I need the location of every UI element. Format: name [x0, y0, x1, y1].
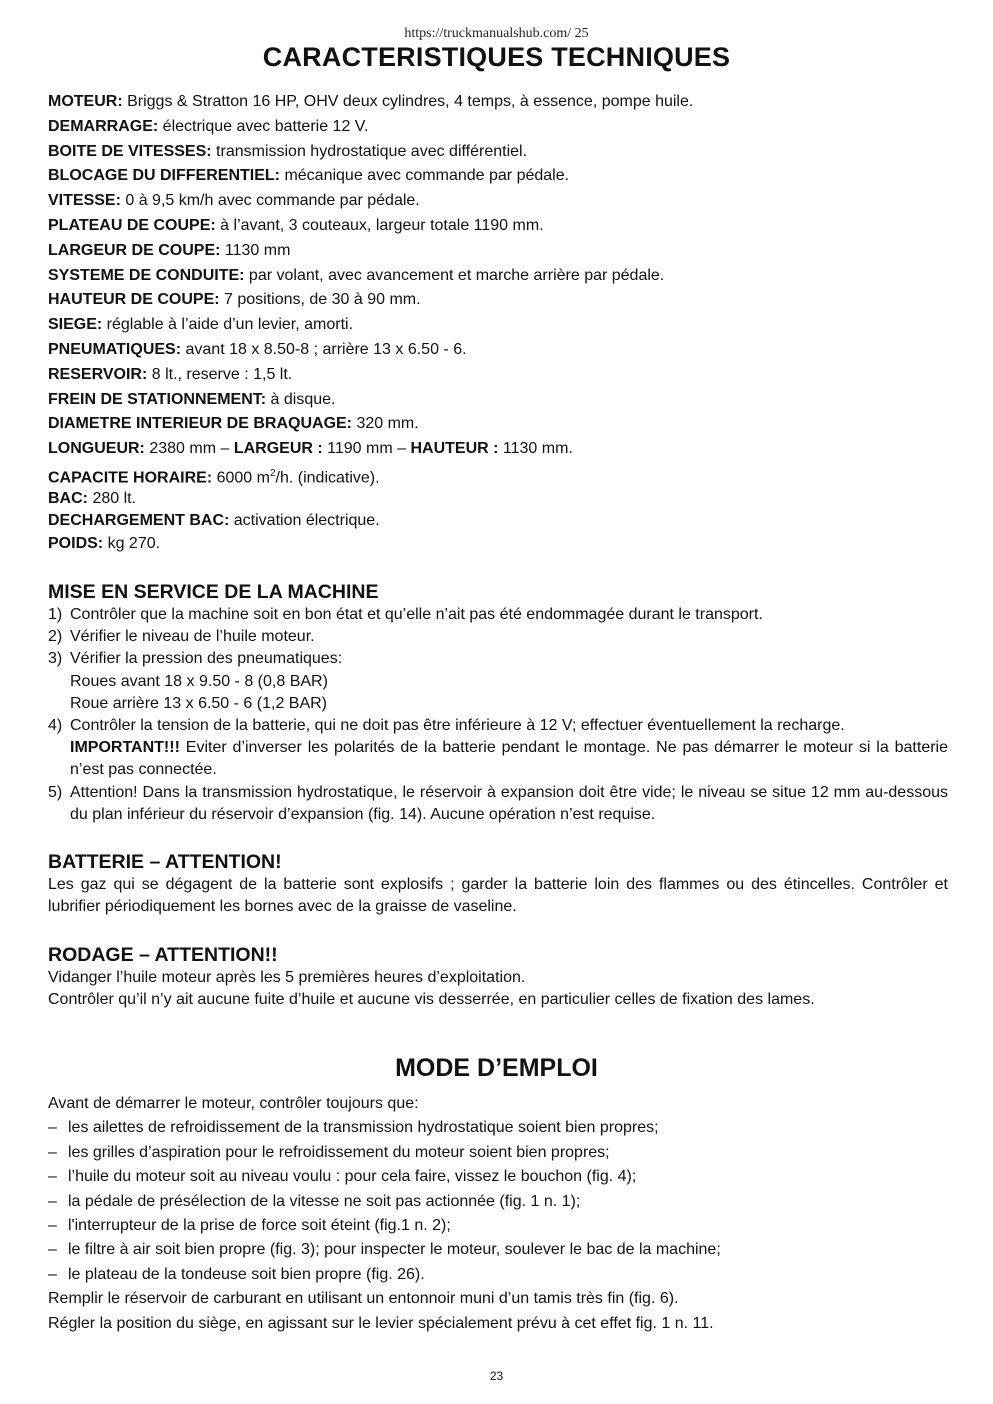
spec-label: SIEGE: [48, 316, 103, 334]
spec-value: /h. (indicative). [275, 469, 380, 487]
spec-label: RESERVOIR: [48, 365, 148, 383]
spec-value: 1130 mm. [498, 440, 573, 458]
dash-bullet: – [48, 1119, 57, 1137]
spec-label: HAUTEUR : [410, 440, 499, 458]
spec-value: avant 18 x 8.50-8 ; arrière 13 x 6.50 - 6. [181, 340, 467, 358]
spec-item [48, 266, 948, 291]
ordered-list [48, 604, 948, 826]
spec-item [48, 511, 948, 533]
check-item [48, 1216, 948, 1240]
page-title: CARACTERISTIQUES TECHNIQUES [262, 42, 731, 72]
list-item [48, 604, 948, 626]
check-item [48, 1265, 948, 1289]
spec-value: 280 lt. [88, 489, 137, 507]
spec-value: 7 positions, de 30 à 90 mm. [219, 291, 421, 309]
section-heading: MISE EN SERVICE DE LA MACHINE [48, 581, 379, 603]
spec-value: 6000 m [212, 469, 270, 487]
spec-item [48, 166, 948, 191]
spec-label: CAPACITE HORAIRE: [48, 469, 213, 487]
dash-bullet: – [48, 1265, 57, 1283]
list-number: 2) [48, 628, 63, 646]
outro-text: Remplir le réservoir de carburant en utilisant un entonnoir muni d’un tamis très fin (fig. 6). [48, 1290, 679, 1308]
spec-value: à disque. [266, 390, 336, 408]
spec-label: DEMARRAGE: [48, 117, 159, 135]
mise-en-service-section [48, 580, 948, 826]
intro-text: Avant de démarrer le moteur, contrôler toujours que: [48, 1095, 419, 1112]
spec-value: 320 mm. [352, 415, 419, 433]
spec-value: 2380 mm – [144, 440, 234, 458]
paragraph: Les gaz qui se dégagent de la batterie sont explosifs ; garder la batterie loin des flammes ou des étincelles. Contrôler et lubrifier périodiquement les bornes avec de la graisse de vaseline. [48, 876, 948, 916]
list-text: Eviter d’inverser les polarités de la batterie pendant le montage. Ne pas démarrer le moteur si la batterie n’est pas connectée. [70, 739, 948, 779]
spec-label: LARGEUR DE COUPE: [48, 241, 221, 259]
spec-item [48, 216, 948, 241]
list-subtext: Roue arrière 13 x 6.50 - 6 (1,2 BAR) [70, 694, 328, 712]
spec-label: LARGEUR : [233, 440, 323, 458]
list-number: 4) [48, 717, 63, 735]
spec-item [48, 365, 948, 390]
list-number: 3) [48, 650, 63, 668]
check-item [48, 1192, 948, 1216]
spec-label: MOTEUR: [48, 93, 123, 110]
check-item [48, 1143, 948, 1167]
check-text: le plateau de la tondeuse soit bien propre (fig. 26). [68, 1265, 425, 1283]
paragraph: Contrôler qu’il n’y ait aucune fuite d’huile et aucune vis desserrée, en particulier celles de fixation des lames. [48, 991, 815, 1009]
spec-item [48, 142, 948, 167]
spec-item [48, 340, 948, 365]
check-text: l’huile du moteur soit au niveau voulu : pour cela faire, vissez le bouchon (fig. 4); [68, 1168, 637, 1186]
dash-bullet: – [48, 1143, 57, 1161]
superscript: 2 [269, 467, 276, 479]
section-heading: BATTERIE – ATTENTION! [48, 851, 282, 873]
check-text: la pédale de présélection de la vitesse ne soit pas actionnée (fig. 1 n. 1); [68, 1192, 581, 1210]
check-text: l'interrupteur de la prise de force soit éteint (fig.1 n. 2); [68, 1216, 451, 1234]
batterie-section [48, 850, 948, 919]
spec-label: HAUTEUR DE COUPE: [48, 291, 220, 309]
spec-value: 1130 mm [220, 241, 291, 259]
page-number: 23 [489, 1369, 504, 1383]
spec-value: 1190 mm – [322, 440, 411, 458]
spec-item [48, 92, 948, 117]
spec-value: 0 à 9,5 km/h avec commande par pédale. [120, 192, 420, 210]
mode-emploi-title: MODE D’EMPLOI [395, 1054, 598, 1082]
spec-value: par volant, avec avancement et marche arrière par pédale. [244, 266, 665, 284]
spec-item [48, 241, 948, 266]
section-heading: RODAGE – ATTENTION!! [48, 944, 278, 966]
spec-item [48, 489, 948, 511]
paragraph: Vidanger l’huile moteur après les 5 premières heures d’exploitation. [48, 969, 526, 986]
spec-label: VITESSE: [48, 192, 121, 210]
check-item [48, 1240, 948, 1264]
check-item [48, 1167, 948, 1191]
check-text: les ailettes de refroidissement de la transmission hydrostatique soient bien propres; [68, 1119, 659, 1137]
important-label: IMPORTANT!!! [70, 739, 180, 757]
spec-value: réglable à l’aide d’un levier, amorti. [102, 316, 354, 334]
spec-item [48, 534, 948, 556]
list-item [48, 648, 948, 715]
mode-emploi-section [48, 1094, 948, 1338]
list-text: Contrôler la tension de la batterie, qui ne doit pas être inférieure à 12 V; effectuer éventuellement la recharge. [70, 717, 845, 735]
spec-capacity [48, 464, 948, 489]
spec-label: BAC: [48, 489, 88, 507]
spec-label: POIDS: [48, 534, 104, 552]
spec-label: PNEUMATIQUES: [48, 340, 182, 358]
dash-bullet: – [48, 1216, 57, 1234]
check-text: le filtre à air soit bien propre (fig. 3); pour inspecter le moteur, soulever le bac de la machine; [68, 1241, 721, 1259]
spec-item [48, 117, 948, 142]
spec-item [48, 191, 948, 216]
spec-value: activation électrique. [229, 512, 380, 530]
list-item [48, 782, 948, 826]
spec-label: DIAMETRE INTERIEUR DE BRAQUAGE: [48, 415, 353, 433]
spec-value: kg 270. [103, 534, 161, 552]
list-subtext: Roues avant 18 x 9.50 - 8 (0,8 BAR) [70, 672, 328, 690]
list-number: 1) [48, 606, 63, 623]
spec-list [48, 92, 948, 556]
spec-label: PLATEAU DE COUPE: [48, 216, 216, 234]
spec-label: FREIN DE STATIONNEMENT: [48, 390, 267, 408]
spec-value: électrique avec batterie 12 V. [158, 117, 369, 135]
spec-value: Briggs & Stratton 16 HP, OHV deux cylindres, 4 temps, à essence, pompe huile. [122, 93, 694, 110]
source-url: https://truckmanualshub.com/ 25 [404, 26, 589, 41]
list-text: Contrôler que la machine soit en bon état et qu’elle n’ait pas été endommagée durant le transport. [70, 606, 763, 623]
spec-item [48, 290, 948, 315]
spec-label: DECHARGEMENT BAC: [48, 512, 230, 530]
spec-item [48, 390, 948, 415]
list-item [48, 715, 948, 782]
list-number: 5) [48, 783, 63, 801]
spec-label: SYSTEME DE CONDUITE: [48, 266, 245, 284]
spec-label: BOITE DE VITESSES: [48, 142, 212, 160]
list-text: Vérifier la pression des pneumatiques: [70, 650, 343, 668]
spec-label: LONGUEUR: [48, 440, 145, 458]
spec-value: mécanique avec commande par pédale. [280, 167, 570, 185]
check-text: les grilles d’aspiration pour le refroidissement du moteur soient bien propres; [68, 1143, 610, 1161]
spec-value: transmission hydrostatique avec différentiel. [211, 142, 528, 160]
spec-value: 8 lt., reserve : 1,5 lt. [147, 365, 293, 383]
list-text: Vérifier le niveau de l’huile moteur. [70, 628, 315, 646]
list-text: Attention! Dans la transmission hydrostatique, le réservoir à expansion doit être vide; le niveau se situe 12 mm au-dessous du plan inférieur du réservoir d’expansion (fig. 14). Aucune opération n’est requise. [70, 783, 948, 823]
dash-bullet: – [48, 1168, 57, 1186]
spec-item [48, 414, 948, 439]
spec-label: BLOCAGE DU DIFFERENTIEL: [48, 167, 280, 185]
outro-text: Régler la position du siège, en agissant sur le levier spécialement prévu à cet effet fig. 1 n. 11. [48, 1314, 714, 1332]
rodage-section [48, 943, 948, 1012]
dash-bullet: – [48, 1241, 57, 1259]
list-item [48, 626, 948, 648]
spec-dimensions [48, 439, 948, 464]
spec-item [48, 315, 948, 340]
dash-bullet: – [48, 1192, 57, 1210]
check-item [48, 1118, 948, 1142]
spec-value: à l’avant, 3 couteaux, largeur totale 1190 mm. [215, 216, 544, 234]
